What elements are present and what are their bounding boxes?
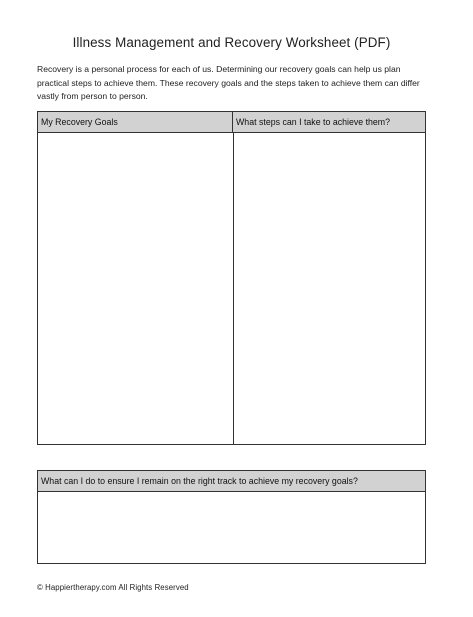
goals-table-body [38,133,425,444]
header-steps-to-achieve: What steps can I take to achieve them? [236,117,391,127]
goals-table-header [38,112,425,133]
right-track-table [37,470,426,564]
recovery-goals-table [37,111,426,445]
copyright-footer: © Happiertherapy.com All Rights Reserved [37,583,189,592]
worksheet-title: Illness Management and Recovery Worksheet (PDF) [72,35,391,50]
header-right-track: What can I do to ensure I remain on the right track to achieve my recovery goals? [38,471,425,492]
header-my-recovery-goals: My Recovery Goals [38,112,233,132]
right-track-entry-area[interactable] [38,492,425,563]
steps-entry-area[interactable] [234,133,425,444]
intro-paragraph: Recovery is a personal process for each of us. Determining our recovery goals can help us plan practical steps to achieve them. These recovery goals and the steps taken to achieve them can differ vastly from person to person. [37,64,420,101]
recovery-goals-entry-area[interactable] [38,133,234,444]
